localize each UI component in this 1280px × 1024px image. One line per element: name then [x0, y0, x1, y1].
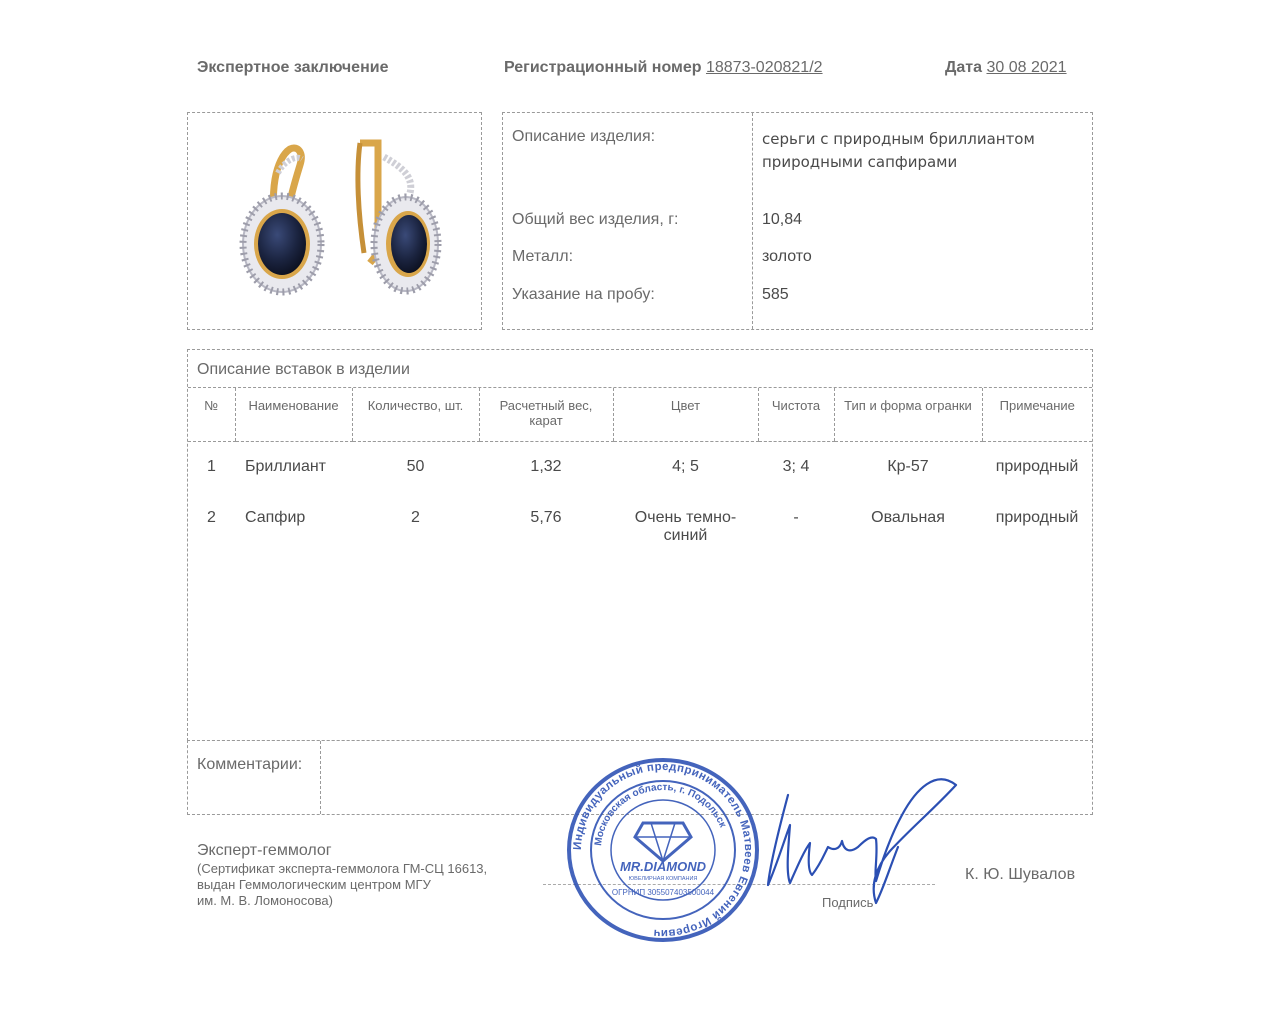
- stamp-subtitle: ЮВЕЛИРНАЯ КОМПАНИЯ: [628, 876, 698, 882]
- date-label: Дата: [945, 59, 983, 76]
- column-header: Примечание: [982, 388, 1092, 442]
- column-header: №: [188, 388, 235, 442]
- table-row: [188, 476, 1092, 545]
- item-metal-value: золото: [762, 248, 812, 265]
- column-header: Тип и форма огранки: [834, 388, 982, 442]
- document-title: Экспертное заключение: [197, 59, 389, 76]
- stamp-ring-text: Индивидуальный предприниматель Матвеев Евгений Игоревич: [571, 760, 755, 940]
- item-details-table: [502, 112, 1093, 330]
- table-cell: 1,32: [530, 458, 562, 475]
- table-cell: 3; 4: [782, 458, 810, 475]
- table-cell: 4; 5: [672, 458, 699, 475]
- column-header: Количество, шт.: [352, 388, 479, 442]
- item-weight-value: 10,84: [762, 211, 803, 228]
- table-cell: Кр-57: [887, 458, 929, 475]
- table-cell: Сапфир: [245, 509, 306, 526]
- expert-title: Эксперт-геммолог: [197, 842, 332, 859]
- diamond-icon: [635, 823, 691, 861]
- item-description-value: серьги с природным бриллиантом природными сапфирами: [762, 130, 1035, 171]
- table-cell: природный: [995, 509, 1079, 526]
- table-cell: -: [793, 509, 799, 526]
- registration-value: 18873-020821/2: [705, 59, 823, 76]
- inserts-table: [188, 388, 1092, 545]
- date-value: 30 08 2021: [986, 59, 1067, 76]
- stamp-ogrn: ОГРНИП 305507403500044: [611, 888, 715, 897]
- item-hallmark-label: Указание на пробу:: [512, 286, 655, 303]
- table-cell: Очень темно-синий: [634, 509, 737, 544]
- registration-label: Регистрационный номер: [504, 59, 702, 76]
- table-row: [188, 442, 1092, 477]
- inserts-title: Описание вставок в изделии: [188, 350, 1092, 388]
- expert-name: К. Ю. Шувалов: [965, 866, 1076, 883]
- column-header: Цвет: [613, 388, 758, 442]
- item-hallmark-value: 585: [762, 286, 789, 303]
- item-weight-label: Общий вес изделия, г:: [512, 211, 679, 228]
- product-photo-frame: [187, 112, 482, 330]
- comments-label: Комментарии:: [197, 756, 303, 773]
- table-cell: природный: [995, 458, 1079, 475]
- item-metal-label: Металл:: [512, 248, 574, 265]
- table-cell: Овальная: [871, 509, 945, 526]
- company-stamp: [565, 757, 761, 943]
- column-header: Наименование: [235, 388, 352, 442]
- column-header: Расчетный вес, карат: [479, 388, 613, 442]
- table-cell: 2: [411, 509, 420, 526]
- table-cell: 50: [406, 458, 425, 475]
- inserts-header-row: [188, 388, 1092, 442]
- table-cell: 5,76: [530, 509, 562, 526]
- registration-number: [504, 59, 823, 77]
- item-description-label: Описание изделия:: [512, 128, 656, 145]
- table-cell: 1: [207, 458, 216, 475]
- inserts-section: [187, 349, 1093, 741]
- column-header: Чистота: [758, 388, 834, 442]
- stamp-inner-text: Московская область, г. Подольск: [593, 781, 729, 847]
- handwritten-signature: [750, 755, 970, 915]
- stamp-logo: MR.DIAMOND: [620, 859, 706, 874]
- table-cell: Бриллиант: [245, 458, 327, 475]
- document-date: [945, 59, 1067, 77]
- earrings-image: [188, 113, 481, 329]
- table-cell: 2: [207, 509, 216, 526]
- expert-certificate: (Сертификат эксперта-геммолога ГМ-СЦ 16613, выдан Геммологическим центром МГУ им. М. В. Ломоносова): [197, 861, 488, 908]
- signature-label: Подпись: [822, 895, 874, 910]
